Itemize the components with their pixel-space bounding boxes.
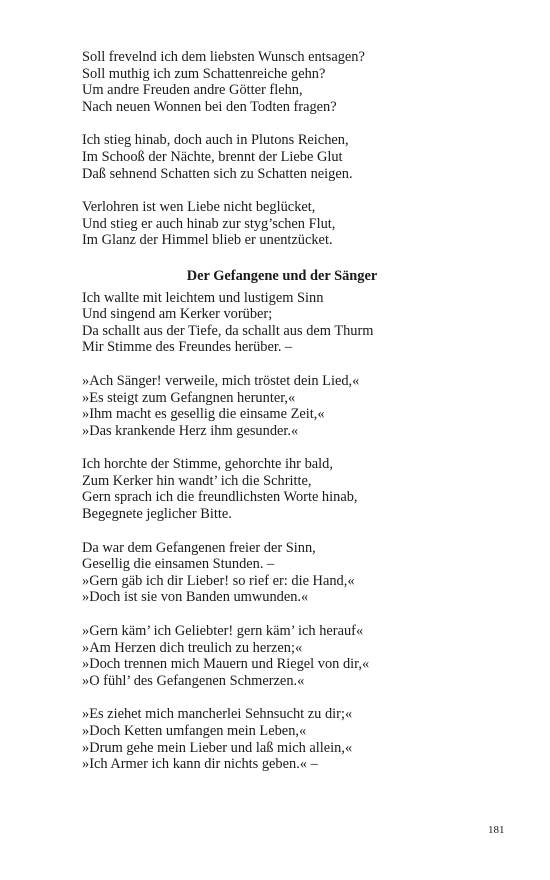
verse-line: »Drum gehe mein Lieber und laß mich allein,« bbox=[82, 739, 353, 756]
verse-line: »Gern käm’ ich Geliebter! gern käm’ ich herauf« bbox=[82, 623, 364, 640]
verse-line: »Doch Ketten umfangen mein Leben,« bbox=[82, 723, 307, 739]
poem-1 bbox=[82, 49, 482, 249]
verse-line: Im Glanz der Himmel blieb er unentzücket. bbox=[82, 232, 333, 249]
verse-line: Soll frevelnd ich dem liebsten Wunsch entsagen? bbox=[82, 49, 365, 65]
stanza bbox=[82, 199, 482, 249]
verse-line: Daß sehnend Schatten sich zu Schatten neigen. bbox=[82, 165, 353, 182]
verse-line: Und singend am Kerker vorüber; bbox=[82, 306, 273, 323]
verse-line: »Doch trennen mich Mauern und Riegel von dir,« bbox=[82, 656, 370, 673]
stanza bbox=[82, 540, 482, 606]
stanza bbox=[82, 623, 482, 689]
verse-line: »Doch ist sie von Banden umwunden.« bbox=[82, 589, 309, 606]
verse-line: Im Schooß der Nächte, brennt der Liebe Glut bbox=[82, 148, 343, 165]
verse-line: Gesellig die einsamen Stunden. – bbox=[82, 556, 275, 573]
verse-line: Gern sprach ich die freundlichsten Worte hinab, bbox=[82, 489, 358, 506]
verse-line: Verlohren ist wen Liebe nicht beglücket, bbox=[82, 199, 316, 216]
verse-line: Da war dem Gefangenen freier der Sinn, bbox=[82, 539, 316, 556]
poem-page bbox=[82, 49, 482, 773]
verse-line: Soll muthig ich zum Schattenreiche gehn? bbox=[82, 65, 326, 82]
verse-line: »Ich Armer ich kann dir nichts geben.« – bbox=[82, 756, 318, 773]
verse-line: »Es ziehet mich mancherlei Sehnsucht zu dir;« bbox=[82, 706, 353, 723]
verse-line: »Es steigt zum Gefangnen herunter,« bbox=[82, 389, 296, 406]
verse-line: Ich stieg hinab, doch auch in Plutons Reichen, bbox=[82, 132, 349, 149]
stanza bbox=[82, 132, 482, 182]
verse-line: Begegnete jeglicher Bitte. bbox=[82, 506, 232, 523]
stanza bbox=[82, 373, 482, 439]
page-number: 181 bbox=[488, 824, 505, 836]
verse-line: »Gern gäb ich dir Lieber! so rief er: die Hand,« bbox=[82, 572, 355, 589]
poem-title: Der Gefangene und der Sänger bbox=[186, 267, 378, 284]
verse-line: »Ach Sänger! verweile, mich tröstet dein Lied,« bbox=[82, 372, 360, 389]
verse-line: Ich wallte mit leichtem und lustigem Sinn bbox=[82, 289, 324, 306]
verse-line: Mir Stimme des Freundes herüber. – bbox=[82, 339, 293, 356]
stanza bbox=[82, 706, 482, 772]
verse-line: »O fühl’ des Gefangenen Schmerzen.« bbox=[82, 672, 305, 689]
verse-line: Nach neuen Wonnen bei den Todten fragen? bbox=[82, 98, 337, 115]
verse-line: Ich horchte der Stimme, gehorchte ihr bald, bbox=[82, 456, 333, 473]
verse-line: »Am Herzen dich treulich zu herzen;« bbox=[82, 639, 303, 656]
verse-line: Um andre Freuden andre Götter flehn, bbox=[82, 82, 303, 99]
verse-line: »Ihm macht es gesellig die einsame Zeit,« bbox=[82, 406, 325, 423]
verse-line: Da schallt aus der Tiefe, da schallt aus dem Thurm bbox=[82, 322, 374, 339]
stanza bbox=[82, 290, 482, 356]
verse-line: Zum Kerker hin wandt’ ich die Schritte, bbox=[82, 472, 312, 489]
stanza bbox=[82, 456, 482, 522]
stanza bbox=[82, 49, 482, 115]
verse-line: Und stieg er auch hinab zur styg’schen Flut, bbox=[82, 215, 336, 232]
poem-2 bbox=[82, 268, 482, 773]
verse-line: »Das krankende Herz ihm gesunder.« bbox=[82, 422, 299, 439]
